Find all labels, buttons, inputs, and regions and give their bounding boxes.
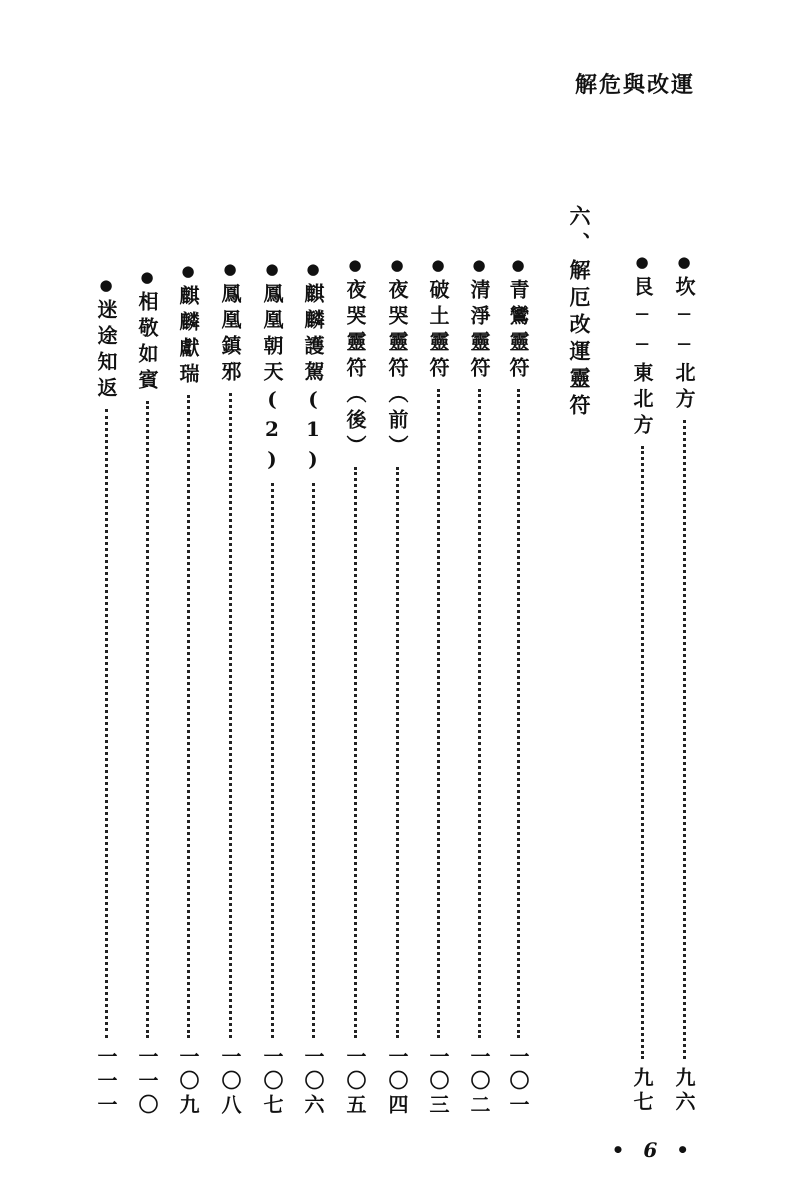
section-heading: 六、解厄改運靈符 <box>567 205 592 421</box>
toc-entry-title: 夜哭靈符（前） <box>385 279 409 461</box>
toc-entry-page: 九七 <box>630 1067 654 1115</box>
toc-entry-title: 破土靈符 <box>426 279 450 383</box>
toc-entry-qingluan[interactable] <box>502 258 534 1118</box>
dot-leader <box>312 483 315 1038</box>
bullet-icon: ● <box>472 256 486 274</box>
toc-entry-page: 一〇二 <box>467 1046 491 1118</box>
bullet-icon: ● <box>181 262 195 280</box>
toc-entry-mitu-zhifan[interactable] <box>90 278 122 1118</box>
bullet-icon: ● <box>677 253 691 271</box>
toc-entry-page: 一〇一 <box>506 1046 530 1118</box>
toc-entry-title: 麒麟獻瑞 <box>176 285 200 389</box>
bullet-icon: ● <box>511 256 525 274</box>
bullet-icon: ● <box>635 253 649 271</box>
toc-entry-page: 一〇三 <box>426 1046 450 1118</box>
toc-entry-yeku-front[interactable] <box>381 258 413 1118</box>
bullet-icon: ● <box>348 256 362 274</box>
toc-entry-qilin-xianrui[interactable] <box>172 264 204 1118</box>
toc-entry-title: 坎──北方 <box>672 276 696 414</box>
bullet-icon: ● <box>99 276 113 294</box>
toc-entry-page: 一〇八 <box>218 1046 242 1118</box>
toc-entry-page: 一〇五 <box>343 1046 367 1118</box>
page-number: • 6 • <box>611 1138 695 1162</box>
toc-entry-title: 迷途知返 <box>94 299 118 403</box>
dot-leader <box>187 395 190 1038</box>
bullet-icon: ● <box>140 268 154 286</box>
toc-entry-title: 夜哭靈符（後） <box>343 279 367 461</box>
toc-entry-title: 青鸞靈符 <box>506 279 530 383</box>
toc-entry-qilin-hujia[interactable] <box>297 262 329 1118</box>
toc-entry-title: 麒麟護駕(1) <box>301 283 325 477</box>
bullet-icon: ● <box>223 260 237 278</box>
toc-entry-page: 一〇六 <box>301 1046 325 1118</box>
toc-entry-yeku-back[interactable] <box>339 258 371 1118</box>
dot-leader <box>396 467 399 1038</box>
dot-leader <box>641 446 644 1059</box>
toc-entry-page: 一〇七 <box>260 1046 284 1118</box>
toc-entry-xiangjing-rubin[interactable] <box>131 270 163 1118</box>
toc-entry-title: 清淨靈符 <box>467 279 491 383</box>
bullet-icon: ● <box>431 256 445 274</box>
toc-entry-page: 一〇九 <box>176 1046 200 1118</box>
toc-entry-potu[interactable] <box>422 258 454 1118</box>
dot-leader <box>478 389 481 1038</box>
bullet-icon: ● <box>390 256 404 274</box>
bullet-icon: ● <box>306 260 320 278</box>
toc-entry-title: 鳳凰鎮邪 <box>218 283 242 387</box>
dot-leader <box>517 389 520 1038</box>
dot-leader <box>271 483 274 1038</box>
toc-entry-page: 一〇四 <box>385 1046 409 1118</box>
toc-entry-qingjing[interactable] <box>463 258 495 1118</box>
toc-entry-fenghuang-chaotian[interactable] <box>256 262 288 1118</box>
bullet-icon: ● <box>265 260 279 278</box>
toc-entry-title: 鳳凰朝天(2) <box>260 283 284 477</box>
toc-entry-title: 相敬如賓 <box>135 291 159 395</box>
toc-entry-fenghuang-zhenxie[interactable] <box>214 262 246 1118</box>
toc-entry-gen[interactable] <box>626 255 658 1115</box>
dot-leader <box>146 401 149 1038</box>
dot-leader <box>437 389 440 1038</box>
toc-entry-title: 艮──東北方 <box>630 276 654 440</box>
dot-leader <box>354 467 357 1038</box>
toc-entry-page: 一一〇 <box>135 1046 159 1118</box>
toc-entry-kan[interactable] <box>668 255 700 1115</box>
toc-entry-page: 一一一 <box>94 1046 118 1118</box>
dot-leader <box>105 409 108 1038</box>
dot-leader <box>229 393 232 1038</box>
running-header: 解危與改運 <box>574 72 695 98</box>
dot-leader <box>683 420 686 1059</box>
toc-entry-page: 九六 <box>672 1067 696 1115</box>
